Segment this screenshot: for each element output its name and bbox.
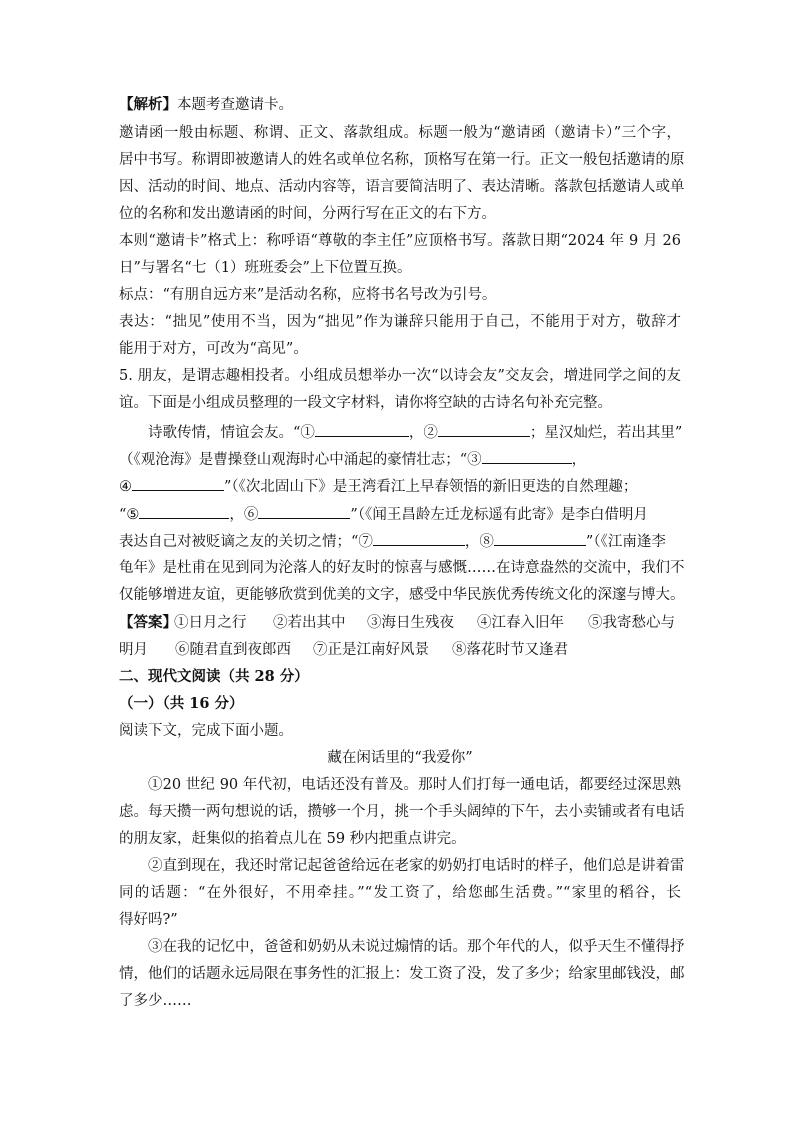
q5-stem-line: 5. 朋友，是谓志趣相投者。小组成员想举办一次“以诗会友”交友会，增进同学之间的友: [119, 368, 681, 384]
article-para-line: 的朋友家，赶集似的掐着点儿在 59 秒内把重点讲完。: [119, 831, 466, 847]
answer-item: ①日月之行: [174, 615, 247, 631]
article-para-line: 了多少……: [119, 993, 192, 1009]
answer-item: ⑥随君直到夜郎西: [175, 642, 291, 658]
article-para-line: ②直到现在，我还时常记起爸爸给远在老家的奶奶打电话时的样子，他们总是讲着雷: [148, 858, 685, 874]
blank-7: [373, 530, 465, 546]
analysis-p3: 标点：“有朋自远方来”是活动名称，应将书名号改为引号。: [119, 287, 497, 303]
article-para-line: 得好吗?”: [119, 912, 178, 928]
article-para-line: ③在我的记忆中，爸爸和奶奶从未说过煽情的话。那个年代的人，似乎天生不懂得抒: [148, 939, 685, 955]
q5-passage-line: 仅能够增进友谊，更能够欣赏到优美的文字，感受中华民族优秀传统文化的深邃与博大。: [119, 587, 685, 603]
article-para-line: 虑。每天攒一两句想说的话，攒够一个月，挑一个手头阔绰的下午，去小卖铺或者有电话: [119, 804, 685, 820]
blank-5: [139, 503, 229, 519]
article-para-line: ①20 世纪 90 年代初，电话还没有普及。那时人们打每一通电话，都要经过深思熟: [148, 777, 681, 793]
q5-passage-line: ④ ”（《次北固山下》是王湾看江上早春领悟的新旧更迭的自然理趣；: [119, 475, 637, 497]
blank-2: [438, 421, 530, 437]
q5-passage-line: （《观沧海》是曹操登山观海时心中涌起的豪情壮志；“③ ，: [119, 448, 586, 470]
answer-item: ②若出其中: [273, 615, 346, 631]
analysis-intro: 【解析】本题考查邀请卡。: [119, 96, 293, 113]
article-para-line: 情，他们的话题永远局限在事务性的汇报上：发工资了没，发了多少；给家里邮钱没，邮: [119, 966, 685, 982]
section-title: 二、现代文阅读（共 28 分）: [119, 668, 309, 685]
q5-passage-line: 诗歌传情，情谊会友。“① ，② ；星汉灿烂，若出其里”: [148, 421, 682, 443]
analysis-p1-line: 居中书写。称谓即被邀请人的姓名或单位名称，顶格写在第一行。正文一般包括邀请的原: [119, 152, 685, 168]
answer-item: 明月: [119, 642, 148, 658]
q5-passage-line: 表达自己对被贬谪之友的关切之情；“⑦ ，⑧ ”（《江南逢李: [119, 530, 666, 552]
answer-head: 【答案】: [119, 614, 177, 631]
analysis-p4-line: 能用于对方，可改为“高见”。: [119, 341, 308, 357]
answer-item: ③海日生残夜: [367, 615, 454, 631]
instruction: 阅读下文，完成下面小题。: [119, 723, 293, 739]
blank-6: [258, 503, 350, 519]
q5-passage-line: 龟年》是杜甫在见到同为沦落人的好友时的惊喜与感慨……在诗意盎然的交流中，我们不: [119, 560, 685, 576]
q5-answer-row: [119, 639, 681, 661]
analysis-p2-line: 本则“邀请卡”格式上：称呼语“尊敬的李主任”应顶格书写。落款日期“2024 年 9 月 26: [119, 233, 681, 249]
answer-item: ④江春入旧年: [477, 615, 564, 631]
analysis-p4-line: 表达：“拙见”使用不当，因为“拙见”作为谦辞只能用于自己，不能用于对方，敬辞才: [119, 314, 681, 330]
blank-4: [132, 475, 224, 491]
blank-3: [482, 448, 572, 464]
answer-item: ⑤我寄愁心与: [588, 615, 675, 631]
article-para-line: 同的话题：“在外很好，不用牵挂。”“发工资了，给您邮生活费。”“家里的稻谷，长: [119, 885, 681, 901]
subsection-title: （一）（共 16 分）: [119, 695, 244, 712]
analysis-p2-line: 日”与署名“七（1）班班委会”上下位置互换。: [119, 260, 412, 276]
answer-item: ⑦正是江南好风景: [313, 642, 429, 658]
q5-answer-row: [119, 612, 681, 634]
answer-item: ⑧落花时节又逢君: [452, 642, 568, 658]
analysis-head: 【解析】: [119, 96, 177, 113]
article-title: 藏在闲话里的“我爱你”: [327, 750, 473, 766]
analysis-p1-line: 邀请函一般由标题、称谓、正文、落款组成。标题一般为“邀请函（邀请卡）”三个字，: [119, 125, 681, 141]
q5-stem-line: 谊。下面是小组成员整理的一段文字材料，请你将空缺的古诗名句补充完整。: [119, 395, 612, 411]
analysis-p1-line: 因、活动的时间、地点、活动内容等，语言要简洁明了、表达清晰。落款包括邀请人或单: [119, 179, 685, 195]
q5-passage-line: “⑤ ，⑥ ”（《闻王昌龄左迁龙标遥有此寄》是李白借明月: [119, 503, 648, 525]
blank-8: [494, 530, 586, 546]
analysis-p1-line: 位的名称和发出邀请函的时间，分两行写在正文的右下方。: [119, 206, 496, 222]
blank-1: [315, 421, 409, 437]
